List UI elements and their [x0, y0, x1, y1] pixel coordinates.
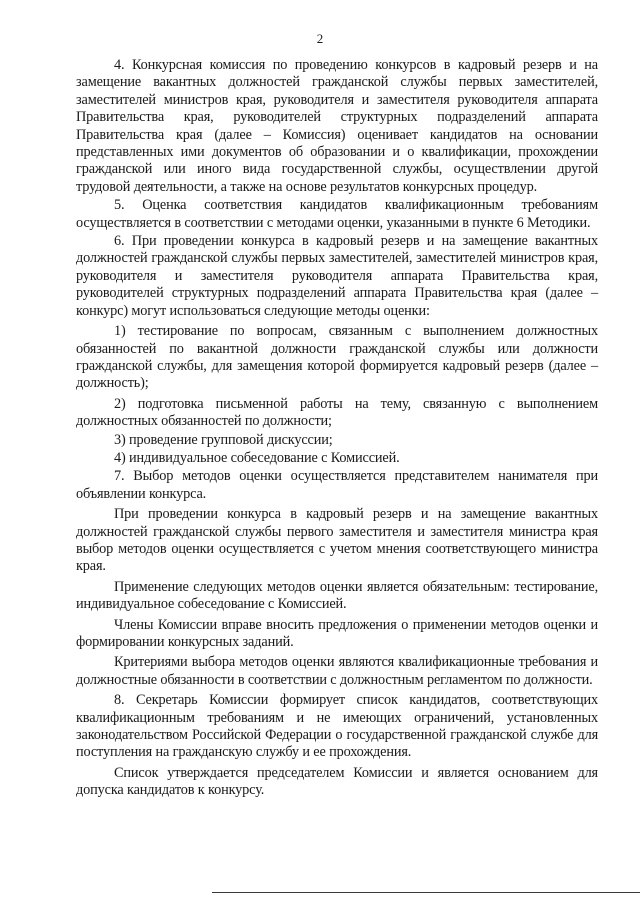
- list-item-group-discussion: 3) проведение групповой дискуссии;: [114, 431, 333, 448]
- document-body: [76, 57, 598, 801]
- paragraph-7-commission-proposals: Члены Комиссии вправе вносить предложения о применении методов оценки и формировании конкурсных заданий.: [76, 616, 598, 650]
- paragraph-8: 8. Секретарь Комиссии формирует список кандидатов, соответствующих квалификационным требованиям и не имеющих ограничений, установленных законодательством Российской Федерации о государственной гражданской службе для поступления на гражданскую службу и ее прохождения.: [76, 692, 598, 761]
- paragraph-7: 7. Выбор методов оценки осуществляется представителем нанимателя при объявлении конкурса.: [76, 468, 598, 502]
- page-number: 2: [316, 31, 324, 46]
- paragraph-4: 4. Конкурсная комиссия по проведению конкурсов в кадровый резерв и на замещение вакантных должностей гражданской службы первых заместителей, заместителей министров края, руководителя и заместителя руководителя аппарата Правительства края, руководителей структурных подразделений аппарата Правительства края (далее – Комиссия) оценивает кандидатов на основании представленных ими документов об образовании и о квалификации, прохождении гражданской или иного вида государственной службы, осуществлении другой трудовой деятельности, а также на основе результатов конкурсных процедур.: [76, 57, 598, 195]
- paragraph-5: 5. Оценка соответствия кандидатов квалификационным требованиям осуществляется в соответствии с методами оценки, указанными в пункте 6 Методики.: [76, 197, 598, 231]
- paragraph-6: 6. При проведении конкурса в кадровый резерв и на замещение вакантных должностей гражданской службы первых заместителей, заместителей министров края, руководителя и заместителя руководителя аппарата Правительства края, руководителей структурных подразделений аппарата Правительства края (далее – конкурс) могут использоваться следующие методы оценки:: [76, 233, 598, 319]
- list-item-testing: 1) тестирование по вопросам, связанным с выполнением должностных обязанностей по вакантной должности гражданской службы или должности гражданской службы, для замещения которой формируется кадровый резерв (далее – должность);: [76, 323, 598, 392]
- footer-divider: [212, 892, 640, 893]
- paragraph-7-mandatory-methods: Применение следующих методов оценки является обязательным: тестирование, индивидуальное собеседование с Комиссией.: [76, 578, 598, 613]
- list-item-written-work: 2) подготовка письменной работы на тему, связанную с выполнением должностных обязанностей по должности;: [76, 395, 598, 430]
- paragraph-8-list-approval: Список утверждается председателем Комиссии и является основанием для допуска кандидатов к конкурсу.: [76, 764, 598, 799]
- paragraph-7-first-deputy: При проведении конкурса в кадровый резерв и на замещение вакантных должностей гражданской службы первого заместителя и заместителя министра края выбор методов оценки осуществляется с учетом мнения соответствующего министра края.: [76, 506, 598, 575]
- paragraph-7-criteria: Критериями выбора методов оценки являются квалификационные требования и должностные обязанности в соответствии с должностным регламентом по должности.: [76, 654, 598, 688]
- list-item-interview: 4) индивидуальное собеседование с Комиссией.: [114, 449, 400, 466]
